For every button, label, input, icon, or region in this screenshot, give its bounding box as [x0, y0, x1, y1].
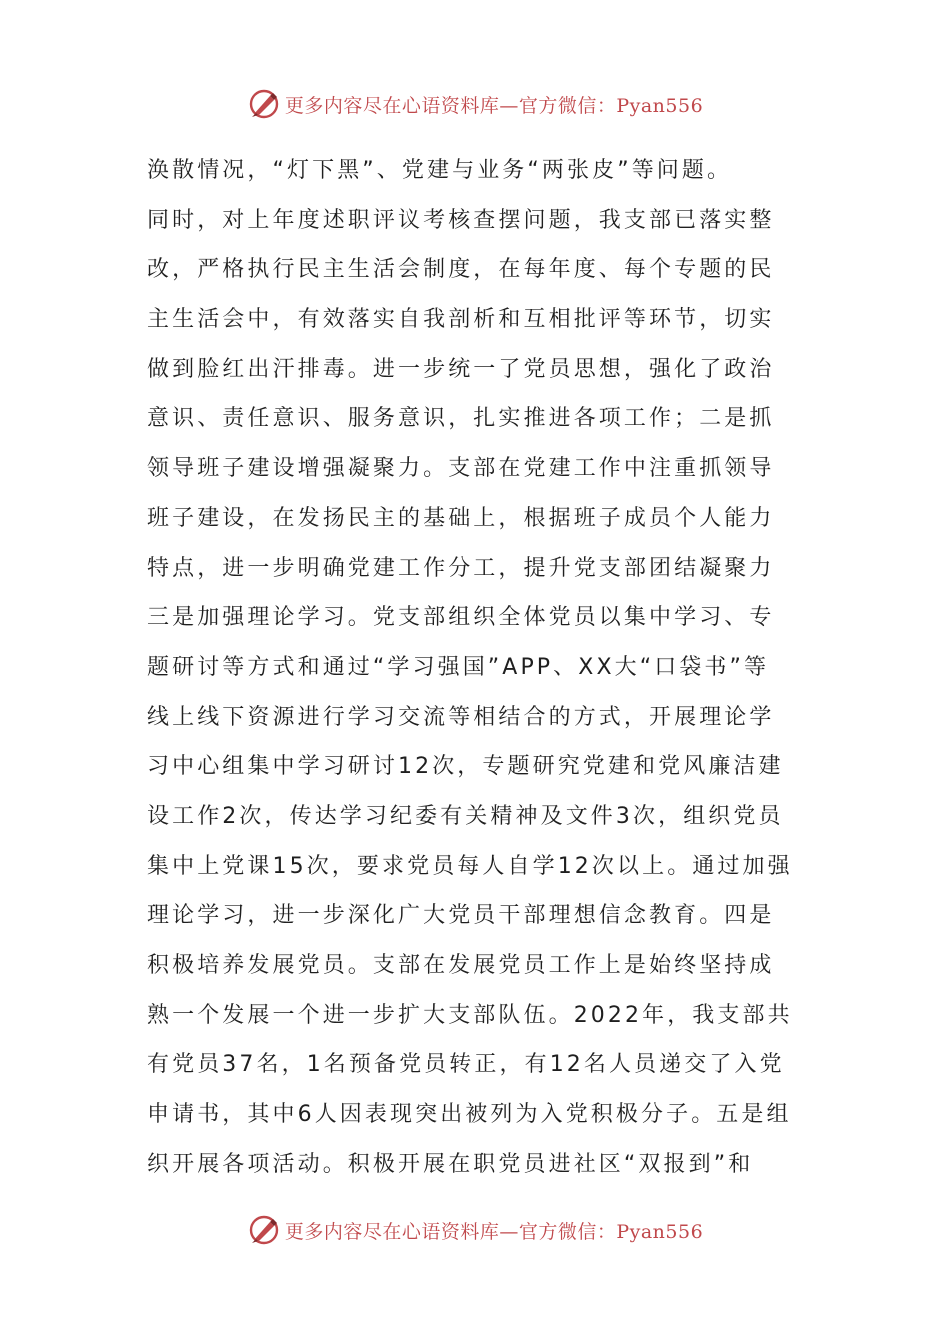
body-line: 改，严格执行民主生活会制度，在每年度、每个专题的民 [147, 257, 775, 283]
pen-logo-icon [247, 1213, 281, 1247]
body-line: 集中上党课15次，要求党员每人自学12次以上。通过加强 [147, 853, 793, 879]
body-line: 熟一个发展一个进一步扩大支部队伍。2022年，我支部共 [147, 1002, 793, 1028]
header-watermark [0, 84, 950, 124]
body-line: 涣散情况，“灯下黑”、党建与业务“两张皮”等问题。 [147, 158, 733, 183]
body-line: 领导班子建设增强凝聚力。支部在党建工作中注重抓领导 [147, 456, 775, 482]
watermark-text: 更多内容尽在心语资料库—官方微信：Pyan556 [284, 1220, 704, 1243]
body-line: 理论学习，进一步深化广大党员干部理想信念教育。四是 [147, 903, 775, 929]
body-line: 意识、责任意识、服务意识，扎实推进各项工作；二是抓 [147, 406, 775, 432]
body-line: 班子建设，在发扬民主的基础上，根据班子成员个人能力 [147, 505, 775, 531]
pen-logo-icon [247, 87, 281, 121]
body-line: 积极培养发展党员。支部在发展党员工作上是始终坚持成 [147, 953, 775, 978]
body-line: 三是加强理论学习。党支部组织全体党员以集中学习、专 [147, 605, 775, 631]
body-line: 申请书，其中6人因表现突出被列为入党积极分子。五是组 [147, 1102, 792, 1128]
watermark-text: 更多内容尽在心语资料库—官方微信：Pyan556 [284, 94, 704, 117]
document-body [147, 146, 807, 1189]
body-line: 习中心组集中学习研讨12次，专题研究党建和党风廉洁建 [147, 754, 784, 780]
footer-watermark [0, 1210, 950, 1250]
body-line: 线上线下资源进行学习交流等相结合的方式，开展理论学 [147, 704, 775, 730]
body-line: 有党员37名，1名预备党员转正，有12名人员递交了入党 [147, 1052, 785, 1078]
body-line: 题研讨等方式和通过“学习强国”APP、XX大“口袋书”等 [147, 654, 770, 680]
body-line: 同时，对上年度述职评议考核查摆问题，我支部已落实整 [147, 207, 775, 233]
body-line: 做到脸红出汗排毒。进一步统一了党员思想，强化了政治 [147, 356, 775, 382]
body-line: 特点，进一步明确党建工作分工，提升党支部团结凝聚力 [147, 555, 775, 581]
body-line: 设工作2次，传达学习纪委有关精神及文件3次，组织党员 [147, 803, 784, 829]
body-line: 织开展各项活动。积极开展在职党员进社区“双报到”和 [147, 1151, 754, 1177]
body-line: 主生活会中，有效落实自我剖析和互相批评等环节，切实 [147, 307, 775, 333]
